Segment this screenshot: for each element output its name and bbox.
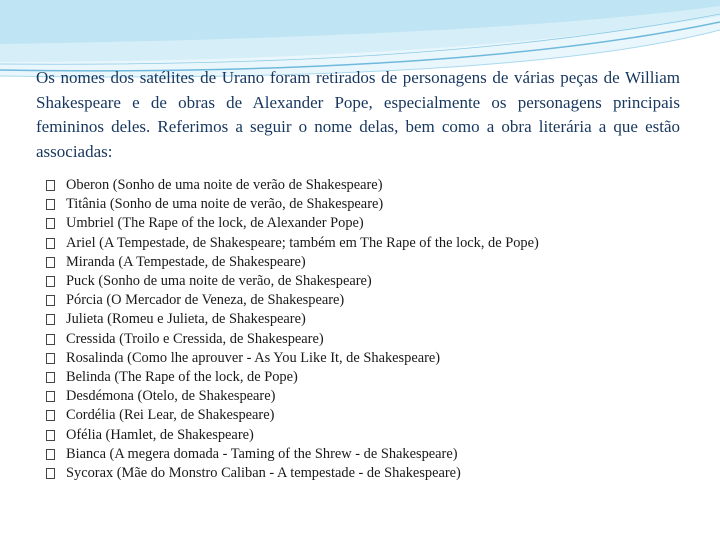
square-bullet-icon [46,372,55,383]
list-item [46,330,539,349]
list-item-text: Miranda (A Tempestade, de Shakespeare) [66,253,306,270]
list-item [46,387,539,406]
list-item [46,272,539,291]
square-bullet-icon [46,295,55,306]
list-item-text: Cressida (Troilo e Cressida, de Shakespeare) [66,330,324,347]
list-item [46,425,539,444]
list-item-text: Sycorax (Mãe do Monstro Caliban - A tempestade - de Shakespeare) [66,464,461,481]
list-item-text: Rosalinda (Como lhe aprouver - As You Like It, de Shakespeare) [66,349,441,366]
list-item [46,195,539,214]
square-bullet-icon [46,449,55,460]
square-bullet-icon [46,257,55,268]
satellite-list [46,176,539,483]
list-item-text: Cordélia (Rei Lear, de Shakespeare) [66,407,275,424]
intro-paragraph: Os nomes dos satélites de Urano foram retirados de personagens de várias peças de William Shakespeare e de obras de Alexander Pope, especialmente os personagens principais femininos deles. Referimos a seguir o nome delas, bem como a obra literária a que estão associadas: [36,68,680,161]
square-bullet-icon [46,410,55,421]
list-item [46,176,539,195]
list-item-text: Titânia (Sonho de uma noite de verão, de Shakespeare) [66,196,384,213]
square-bullet-icon [46,353,55,364]
square-bullet-icon [46,180,55,191]
list-item [46,234,539,253]
square-bullet-icon [46,314,55,325]
list-item [46,406,539,425]
square-bullet-icon [46,218,55,229]
list-item [46,349,539,368]
list-item-text: Desdémona (Otelo, de Shakespeare) [66,388,276,405]
list-item [46,368,539,387]
list-item [46,464,539,483]
list-item-text: Julieta (Romeu e Julieta, de Shakespeare) [66,311,306,328]
square-bullet-icon [46,430,55,441]
square-bullet-icon [46,468,55,479]
list-item-text: Pórcia (O Mercador de Veneza, de Shakespeare) [66,292,345,309]
list-item [46,310,539,329]
square-bullet-icon [46,391,55,402]
list-item-text: Belinda (The Rape of the lock, de Pope) [66,368,298,385]
list-item-text: Bianca (A megera domada - Taming of the Shrew - de Shakespeare) [66,445,458,462]
square-bullet-icon [46,238,55,249]
square-bullet-icon [46,276,55,287]
list-item [46,291,539,310]
list-item [46,253,539,272]
list-item-text: Oberon (Sonho de uma noite de verão de Shakespeare) [66,177,383,194]
list-item-text: Ofélia (Hamlet, de Shakespeare) [66,426,254,443]
list-item-text: Ariel (A Tempestade, de Shakespeare; também em The Rape of the lock, de Pope) [66,234,539,251]
square-bullet-icon [46,334,55,345]
list-item [46,214,539,233]
list-item-text: Puck (Sonho de uma noite de verão, de Shakespeare) [66,273,372,290]
square-bullet-icon [46,199,55,210]
list-item-text: Umbriel (The Rape of the lock, de Alexander Pope) [66,215,364,232]
list-item [46,445,539,464]
